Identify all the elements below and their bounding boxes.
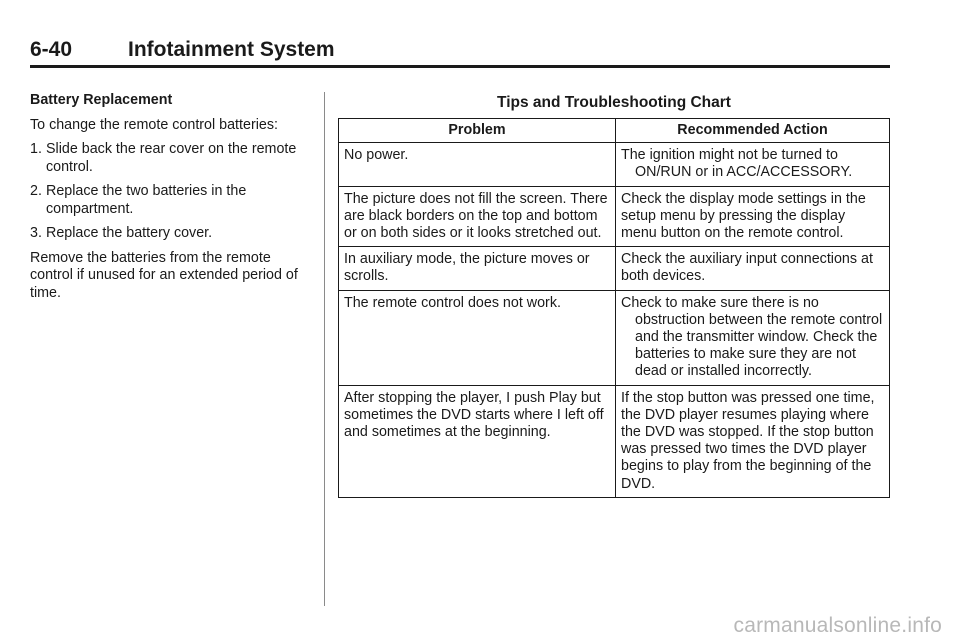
step-text: Replace the battery cover. <box>46 225 213 241</box>
intro-text: To change the remote control batteries: <box>30 116 278 133</box>
table-header-row <box>339 119 890 143</box>
table-row <box>339 143 890 186</box>
troubleshooting-table <box>338 118 890 498</box>
column-header-action: Recommended Action <box>616 119 890 143</box>
action-text: The ignition might not be turned to ON/RUN or in ACC/ACCESSORY. <box>621 147 853 181</box>
action-cell <box>616 290 890 385</box>
problem-cell: The picture does not fill the screen. There are black borders on the top and bottom or on both sides or it looks stretched out. <box>339 186 616 247</box>
step-number: 3. <box>30 225 42 241</box>
steps-list <box>30 141 310 243</box>
column-divider <box>324 92 325 606</box>
page-number: 6-40 <box>30 38 73 61</box>
action-cell: Check the display mode settings in the setup menu by pressing the display menu button on the remote control. <box>616 186 890 247</box>
action-cell: Check the auxiliary input connections at both devices. <box>616 247 890 290</box>
battery-replacement-section <box>30 92 310 309</box>
chart-title: Tips and Troubleshooting Chart <box>497 94 731 111</box>
action-text: Check to make sure there is no obstruction between the remote control and the transmitter window. Check the batteries to make sure they are not dead or installed incorrectly. <box>621 294 883 380</box>
problem-cell: No power. <box>339 143 616 186</box>
action-cell <box>616 143 890 186</box>
column-header-problem: Problem <box>339 119 616 143</box>
section-title: Infotainment System <box>128 38 335 61</box>
step-item <box>30 141 310 176</box>
step-text: Slide back the rear cover on the remote control. <box>46 141 297 175</box>
step-number: 2. <box>30 183 42 199</box>
table-row <box>339 247 890 290</box>
step-item <box>30 225 310 243</box>
action-cell: If the stop button was pressed one time, the DVD player resumes playing where the DVD was stopped. If the stop button was pressed two times the DVD player begins to play from the beginning of the DVD. <box>616 385 890 497</box>
step-item <box>30 183 310 218</box>
step-number: 1. <box>30 141 42 157</box>
subheading: Battery Replacement <box>30 92 173 108</box>
page-header <box>30 38 890 68</box>
problem-cell: The remote control does not work. <box>339 290 616 385</box>
problem-cell: In auxiliary mode, the picture moves or scrolls. <box>339 247 616 290</box>
problem-cell: After stopping the player, I push Play but sometimes the DVD starts where I left off and sometimes at the beginning. <box>339 385 616 497</box>
table-row <box>339 186 890 247</box>
step-text: Replace the two batteries in the compartment. <box>46 183 247 217</box>
table-row <box>339 290 890 385</box>
table-row <box>339 385 890 497</box>
watermark: carmanualsonline.info <box>733 614 942 637</box>
closing-text: Remove the batteries from the remote control if unused for an extended period of time. <box>30 249 298 301</box>
